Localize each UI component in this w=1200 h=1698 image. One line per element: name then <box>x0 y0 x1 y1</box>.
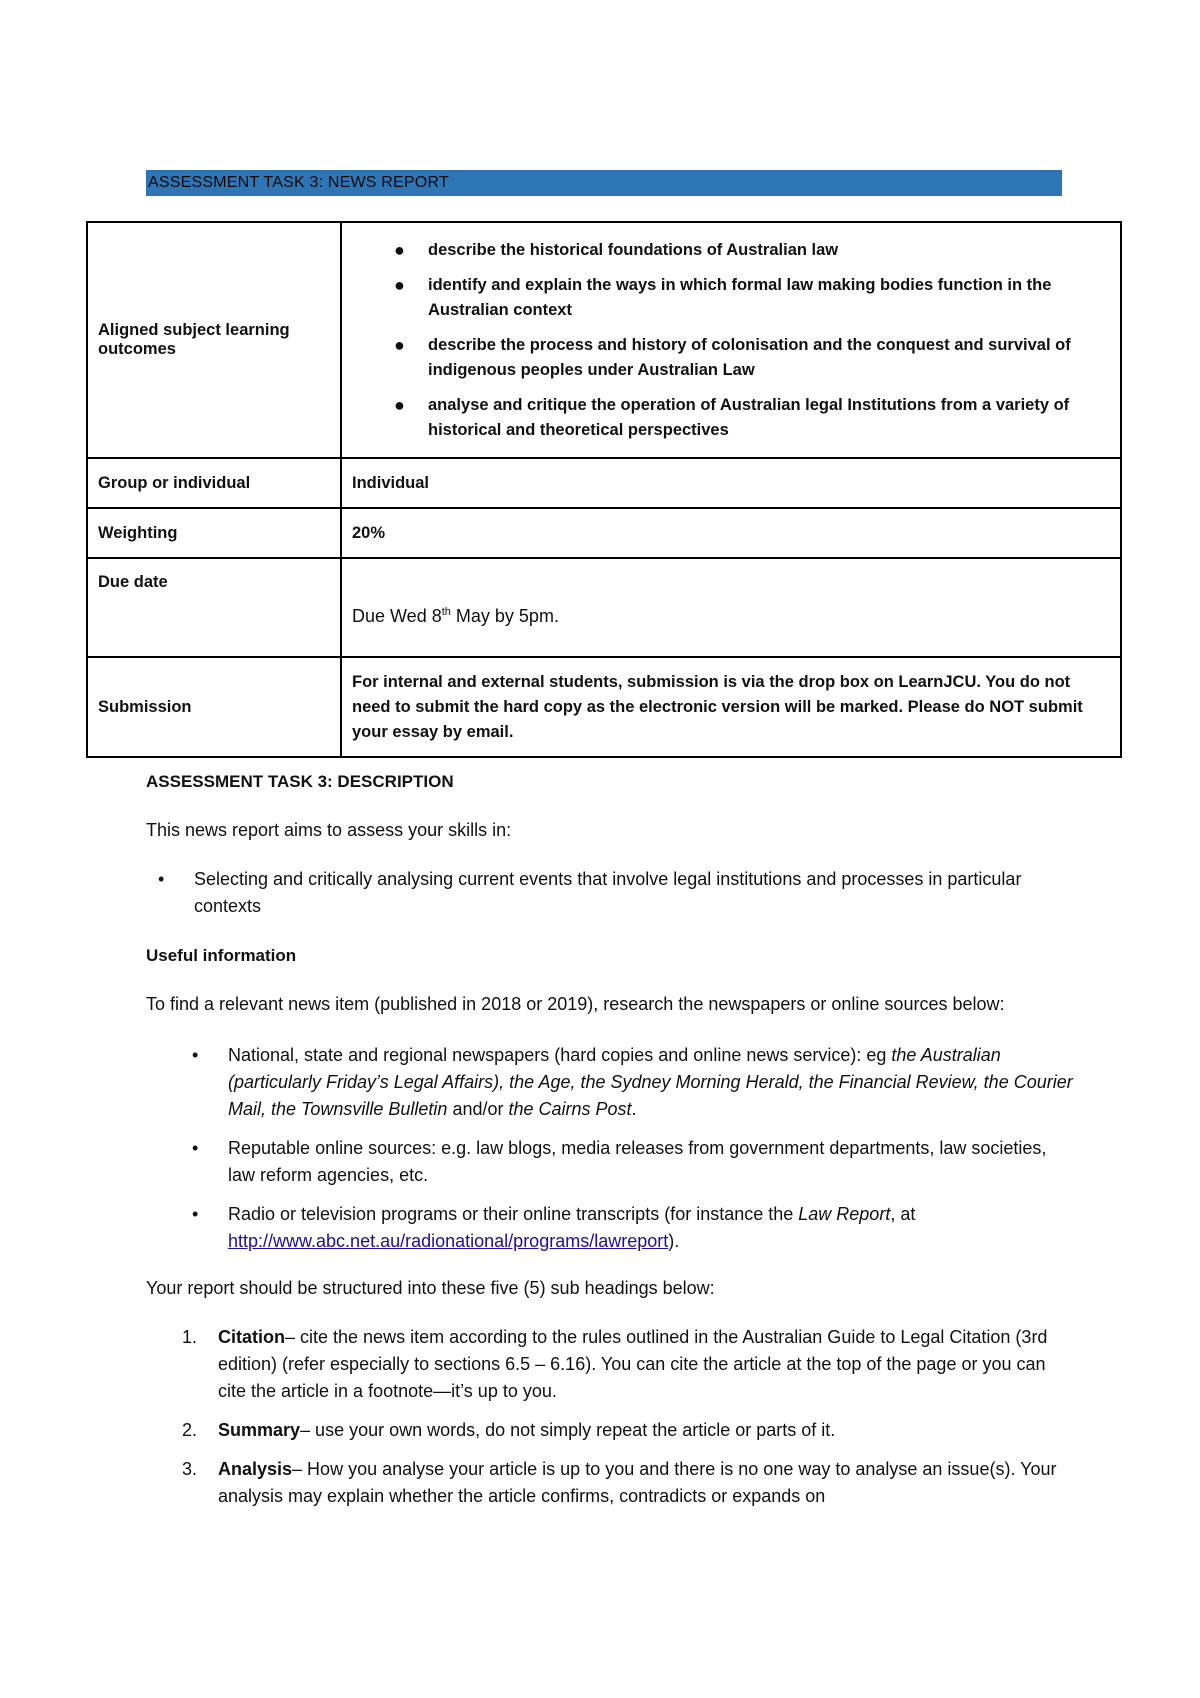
bullet-icon: ● <box>394 334 405 355</box>
list-item: 1. Citation– cite the news item according to the rules outlined in the Australian Guide to Legal Citation (3rd edition) (refer especially to sections 6.5 – 6.16). You can cite the article at the top of the page or you can cite the article in a footnote—it’s up to you. <box>182 1327 1048 1401</box>
outcomes-list <box>352 238 1110 443</box>
group-label: Group or individual <box>87 458 341 508</box>
submission-label: Submission <box>87 657 341 757</box>
outcome-item: ● identify and explain the ways in which formal law making bodies function in the Australian context <box>394 274 1052 319</box>
table-row-weighting <box>87 508 1121 558</box>
due-date-value: Due Wed 8th May by 5pm. <box>352 606 559 626</box>
table-row-group <box>87 458 1121 508</box>
bullet-icon: • <box>192 1045 199 1065</box>
description-heading: ASSESSMENT TASK 3: DESCRIPTION <box>146 772 454 791</box>
weighting-value: 20% <box>341 508 1121 558</box>
outcomes-cell <box>341 222 1121 458</box>
bullet-icon: ● <box>394 274 405 295</box>
find-text: To find a relevant news item (published in 2018 or 2019), research the newspapers or online sources below: <box>146 994 1005 1014</box>
source-item: • Reputable online sources: e.g. law blogs, media releases from government departments, law societies, law reform agencies, etc. <box>146 1135 1076 1189</box>
useful-info-heading: Useful information <box>146 946 297 965</box>
list-item: 2. Summary– use your own words, do not simply repeat the article or parts of it. <box>182 1420 836 1440</box>
law-report-link[interactable]: http://www.abc.net.au/radionational/programs/lawreport <box>228 1231 669 1251</box>
table-row-submission <box>87 657 1121 757</box>
bullet-icon: • <box>192 1138 199 1158</box>
description-section <box>146 768 1076 1510</box>
group-value: Individual <box>341 458 1121 508</box>
table-row-due-date <box>87 558 1121 657</box>
weighting-label: Weighting <box>87 508 341 558</box>
structure-intro: Your report should be structured into these five (5) sub headings below: <box>146 1278 715 1298</box>
submission-value: For internal and external students, submission is via the drop box on LearnJCU. You do not need to submit the hard copy as the electronic version will be marked. Please do NOT submit your essay by email. <box>341 657 1121 757</box>
due-date-cell <box>341 558 1121 657</box>
table-row-outcomes <box>87 222 1121 458</box>
task-title-banner <box>146 170 1062 196</box>
outcome-item: ● analyse and critique the operation of Australian legal Institutions from a variety of historical and theoretical perspectives <box>394 394 1070 439</box>
source-item: • Radio or television programs or their online transcripts (for instance the Law Report, at http://www.abc.net.au/radionational/programs/lawreport). <box>146 1201 1076 1255</box>
intro-text: This news report aims to assess your skills in: <box>146 820 512 840</box>
skill-bullet: • Selecting and critically analysing current events that involve legal institutions and processes in particular contexts <box>146 866 1076 920</box>
outcomes-label: Aligned subject learning outcomes <box>87 222 341 458</box>
outcome-item: ● describe the process and history of colonisation and the conquest and survival of indigenous peoples under Australian Law <box>394 334 1071 379</box>
due-date-label: Due date <box>87 558 341 657</box>
list-item: 3. Analysis– How you analyse your article is up to you and there is no one way to analyse an issue(s). Your analysis may explain whether the article confirms, contradicts or expands on <box>182 1459 1057 1506</box>
bullet-icon: ● <box>394 239 405 260</box>
assessment-info-table <box>86 221 1122 758</box>
bullet-icon: ● <box>394 394 405 415</box>
source-item: • National, state and regional newspapers (hard copies and online news service): eg the Australian (particularly Friday’s Legal Affairs), the Age, the Sydney Morning Herald, the Financial Review, the Courier Mail, the Townsville Bulletin and/or the Cairns Post. <box>146 1042 1076 1123</box>
task-title: ASSESSMENT TASK 3: NEWS REPORT <box>148 174 449 191</box>
bullet-icon: • <box>158 869 165 889</box>
bullet-icon: • <box>192 1204 199 1224</box>
outcome-item: ● describe the historical foundations of Australian law <box>352 238 1110 263</box>
